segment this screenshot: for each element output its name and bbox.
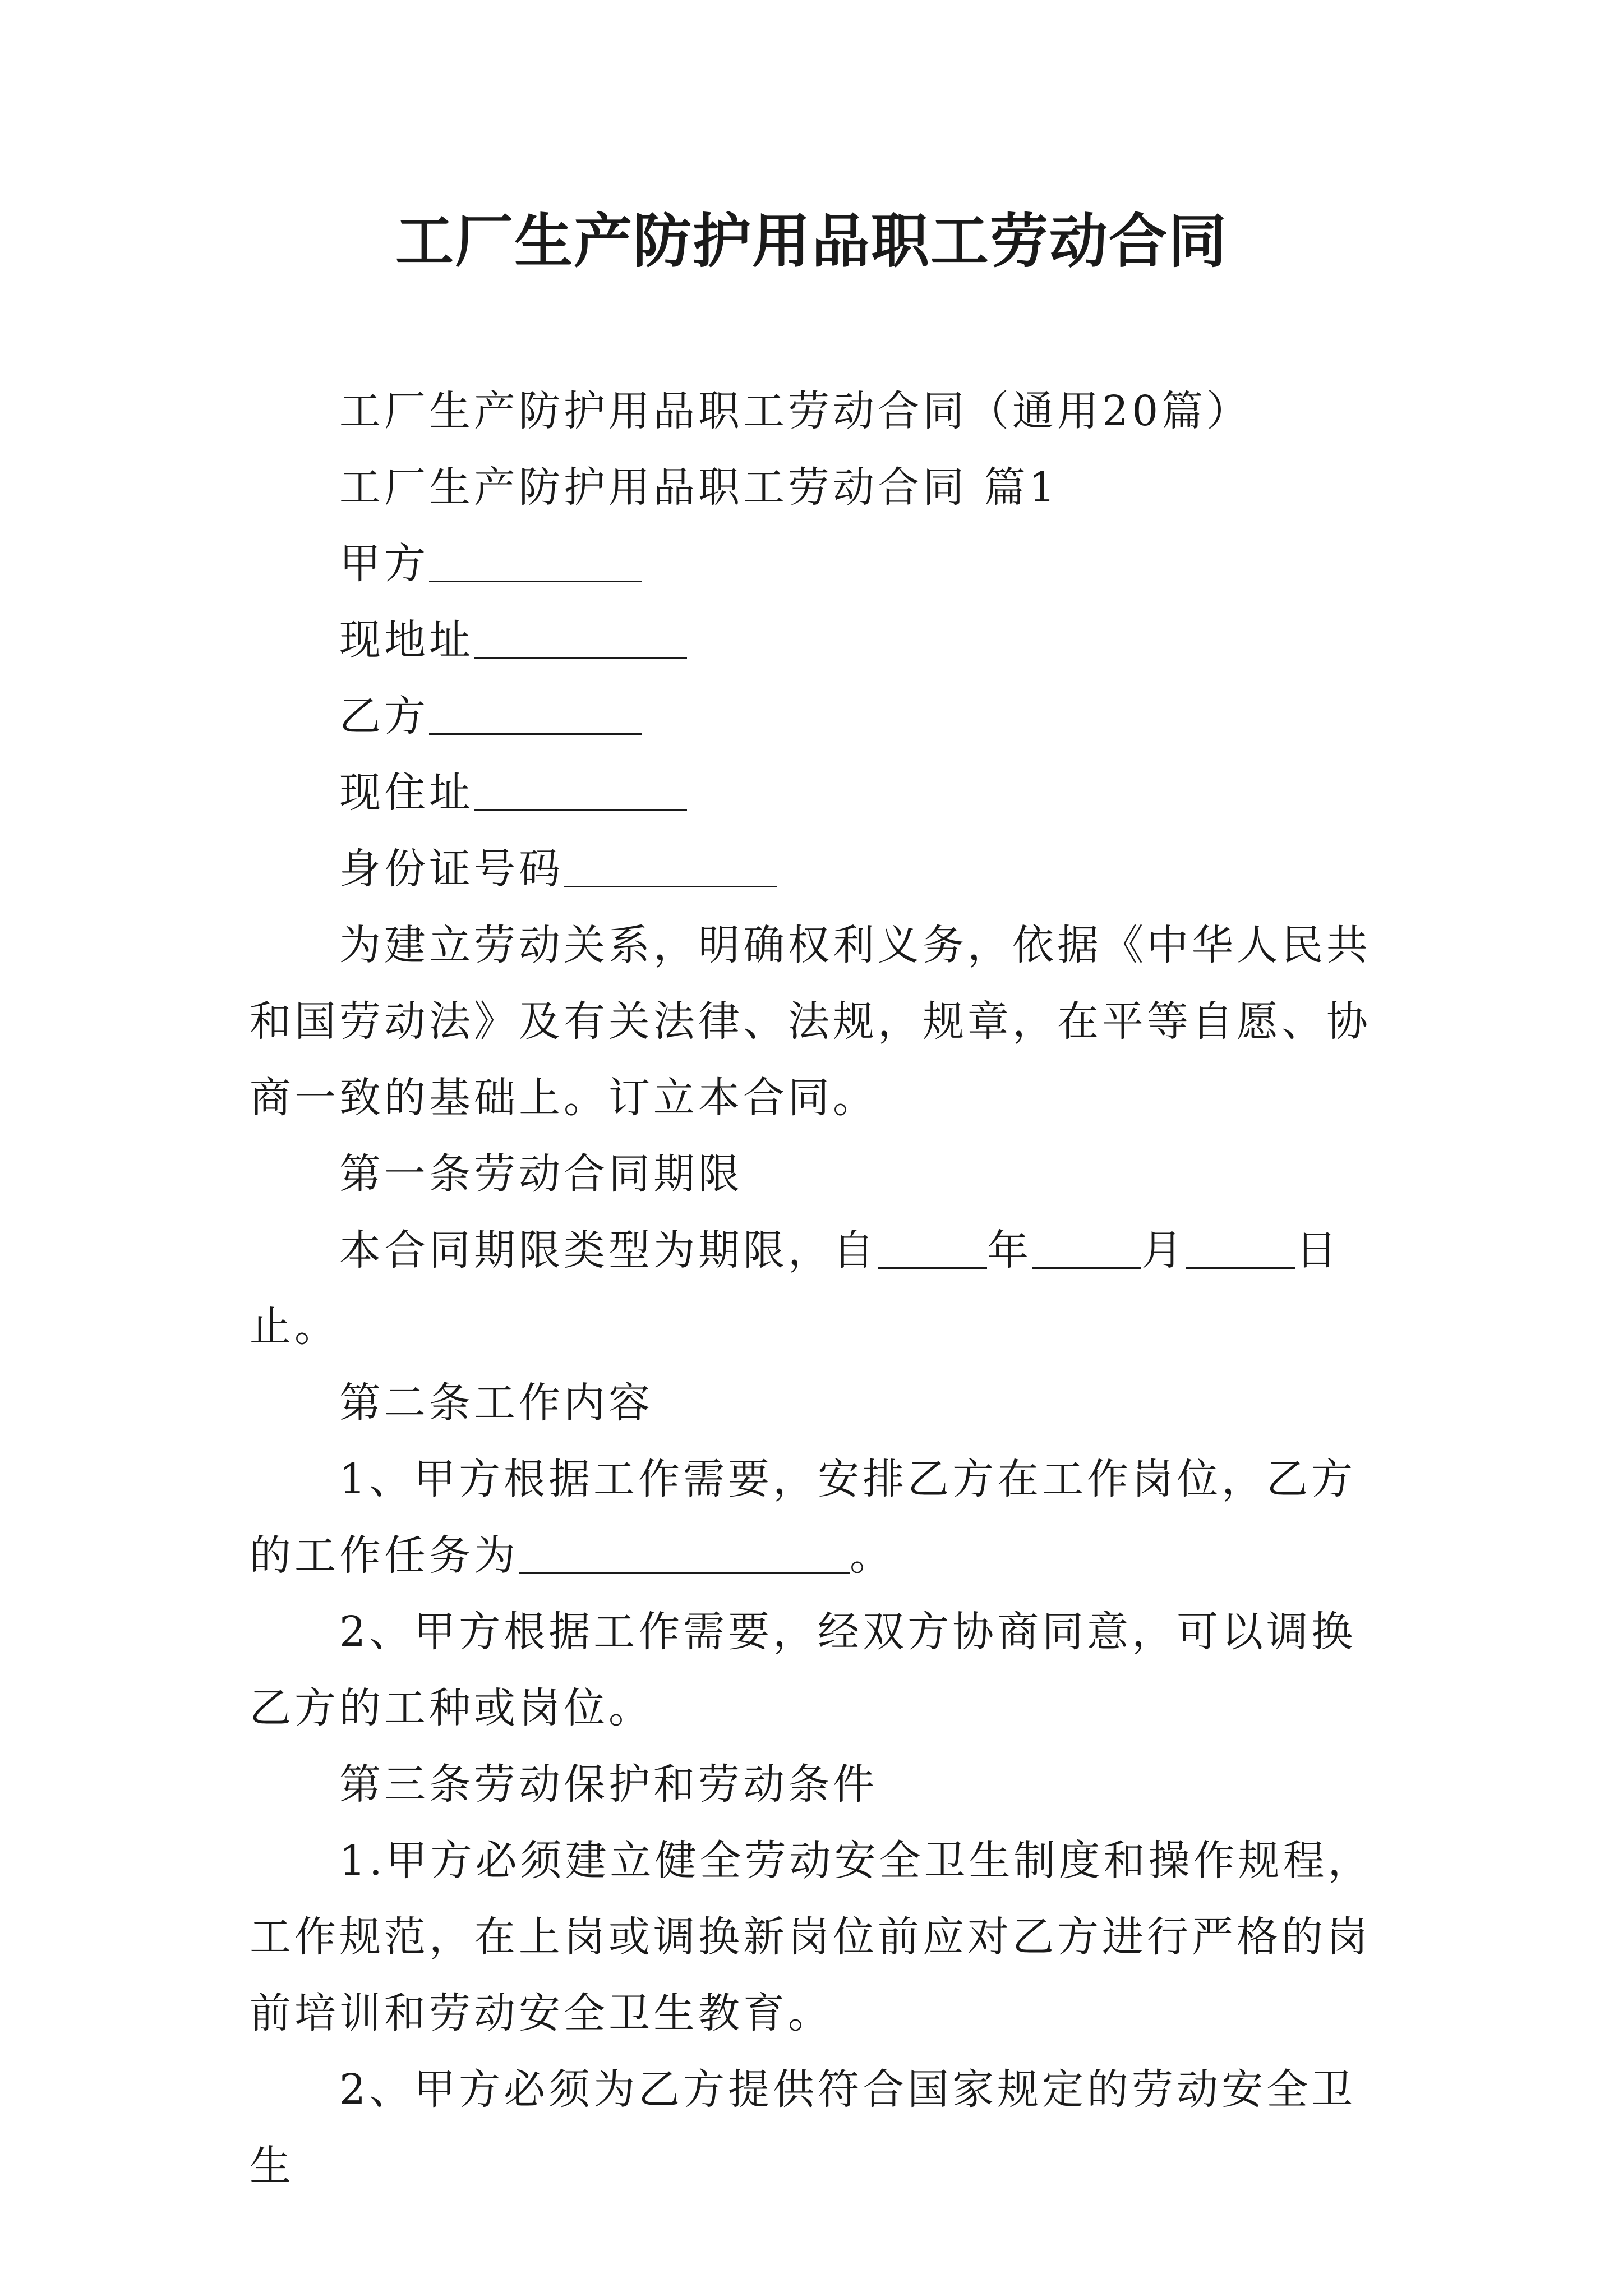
article1-text-prefix: 本合同期限类型为期限，自	[339, 1226, 878, 1274]
preamble-paragraph: 为建立劳动关系，明确权利义务，依据《中华人民共和国劳动法》及有关法律、法规，规章，在平等自愿、协商一致的基础上。订立本合同。	[250, 921, 1371, 1122]
article1-heading: 第一条劳动合同期限	[339, 1150, 743, 1198]
day-end-label: 日止。	[250, 1226, 1340, 1351]
party-a-address-label: 现地址	[339, 616, 474, 664]
party-a-blank	[429, 536, 642, 582]
article2-item2: 2、甲方根据工作需要，经双方协商同意，可以调换乙方的工种或岗位。	[250, 1608, 1357, 1732]
article2-item1	[250, 1441, 1391, 1594]
document-title: 工厂生产防护用品职工劳动合同	[395, 206, 1228, 275]
year-blank	[878, 1222, 987, 1269]
article2-heading: 第二条工作内容	[339, 1379, 653, 1427]
party-b-blank	[429, 688, 642, 735]
article2-item1-prefix: 1、甲方根据工作需要，安排乙方在工作岗位，乙方的工作任务为	[250, 1455, 1357, 1580]
party-a-line	[250, 526, 1391, 602]
document-body	[250, 373, 1391, 2204]
party-a-address-blank	[474, 612, 687, 659]
party-b-address-line	[250, 754, 1391, 831]
section-heading: 工厂生产防护用品职工劳动合同 篇1	[339, 463, 1059, 512]
article2-item1-suffix: 。	[850, 1531, 895, 1580]
document-subtitle: 工厂生产防护用品职工劳动合同（通用20篇）	[339, 387, 1252, 435]
task-blank	[519, 1527, 850, 1574]
month-label: 月	[1141, 1226, 1186, 1274]
party-b-line	[250, 678, 1391, 754]
party-b-address-label: 现住址	[339, 769, 474, 817]
party-a-label: 甲方	[339, 540, 429, 588]
article3-item2: 2、甲方必须为乙方提供符合国家规定的劳动安全卫生	[250, 2065, 1357, 2190]
party-b-label: 乙方	[339, 692, 429, 740]
id-number-blank	[564, 841, 777, 887]
party-b-address-blank	[474, 765, 687, 811]
id-number-line	[250, 831, 1391, 907]
article3-item1: 1.甲方必须建立健全劳动安全卫生制度和操作规程，工作规范，在上岗或调换新岗位前应对乙方进行严格的岗前培训和劳动安全卫生教育。	[250, 1837, 1373, 2037]
year-label: 年	[987, 1226, 1032, 1274]
day-blank	[1186, 1222, 1295, 1269]
month-blank	[1032, 1222, 1141, 1269]
article1-term-line	[250, 1212, 1391, 1365]
article3-heading: 第三条劳动保护和劳动条件	[339, 1760, 878, 1809]
id-number-label: 身份证号码	[339, 845, 564, 893]
party-a-address-line	[250, 602, 1391, 678]
